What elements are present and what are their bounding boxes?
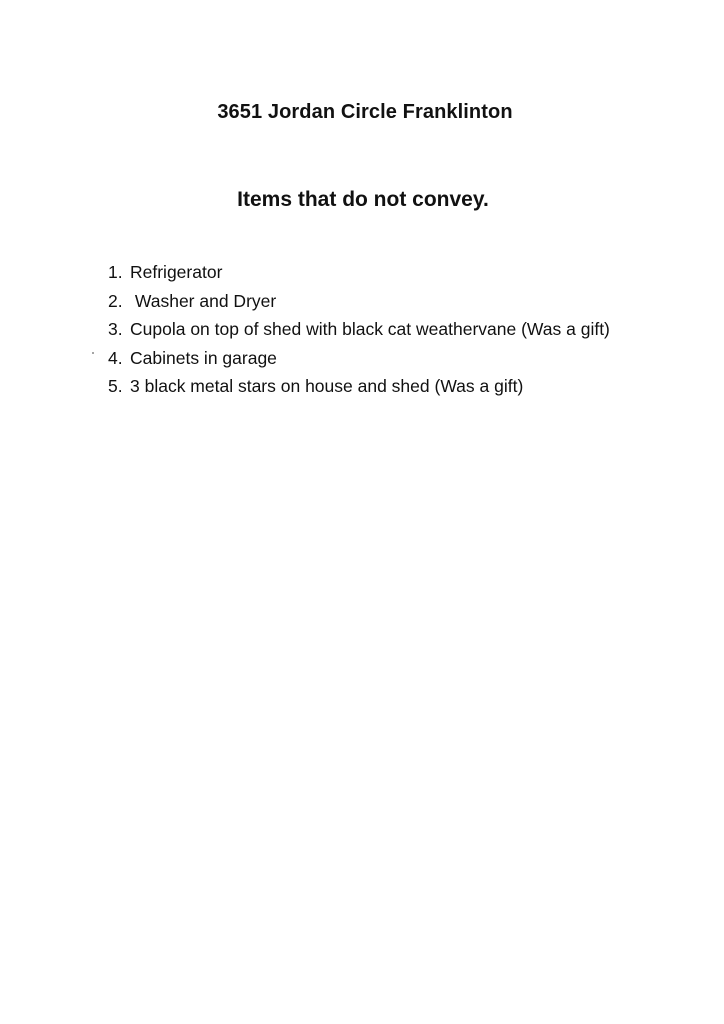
list-item-text: Cupola on top of shed with black cat weathervane (Was a gift) — [130, 319, 610, 339]
list-item-number: 5. — [108, 376, 123, 396]
list-item-text: Cabinets in garage — [130, 347, 277, 368]
list-item-number: 1. — [108, 262, 123, 282]
excluded-items-list — [108, 258, 610, 401]
list-item-number: 4. — [108, 347, 123, 368]
list-item — [108, 344, 610, 373]
list-item-number: 2. — [108, 290, 123, 311]
property-address: 3651 Jordan Circle Franklinton — [217, 101, 513, 123]
list-item-text: Washer and Dryer — [130, 290, 277, 311]
stray-mark — [92, 352, 94, 354]
list-heading: Items that do not convey. — [237, 188, 489, 211]
list-item — [108, 287, 610, 316]
list-item-text: Refrigerator — [130, 262, 223, 282]
list-item — [108, 315, 610, 344]
list-item-number: 3. — [108, 319, 123, 339]
list-item-text: 3 black metal stars on house and shed (Was a gift) — [130, 376, 524, 396]
list-item — [108, 258, 610, 287]
list-item — [108, 372, 610, 401]
